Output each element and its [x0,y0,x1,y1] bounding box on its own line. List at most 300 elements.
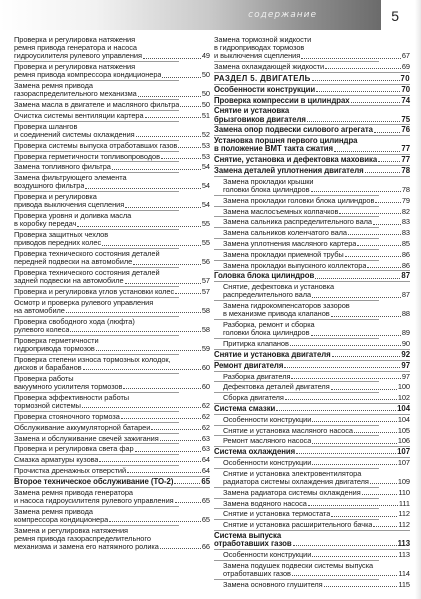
divider [14,99,179,100]
toc-entry[interactable] [14,63,210,79]
dot-leader [378,161,400,162]
divider [14,121,179,122]
dot-leader [77,226,201,227]
toc-entry-title-line: дисков и барабанов [14,364,82,373]
toc-entry[interactable] [214,581,410,589]
toc-entry-page: 76 [401,125,410,135]
toc-entry[interactable] [214,510,410,518]
divider [14,316,179,317]
dot-leader [70,331,200,332]
toc-entry-page: 78 [401,165,410,175]
divider [214,249,379,250]
toc-entry-title-line: Замена основного глушителя [223,580,323,589]
dot-leader [345,256,401,257]
toc-entry[interactable] [214,489,410,497]
toc-entry-title-line: в коробку передач [14,220,77,229]
toc-entry[interactable] [214,126,410,134]
toc-entry[interactable] [214,178,410,194]
divider [14,487,210,488]
toc-entry[interactable] [14,394,210,410]
toc-entry[interactable] [14,435,210,443]
divider [214,281,410,282]
divider [214,154,410,155]
toc-entry-title-line: газораспределительного механизма [14,90,137,99]
dot-leader [324,586,398,587]
toc-entry-title-line: радиатора системы охлаждения двигателя [223,477,369,486]
dot-leader [312,80,400,81]
toc-entry[interactable] [214,302,410,318]
divider [14,422,179,423]
toc-entry-title-line: Замена ремня привода [14,507,93,516]
toc-entry-title-line: тормозной системы [14,402,81,411]
toc-entry-page: 55 [201,219,210,229]
toc-entry-title-line: Проверка стояночного тормоза [14,412,120,421]
dot-leader [109,521,201,522]
toc-entry-page: 63 [201,433,210,443]
divider [214,403,410,404]
toc-entry[interactable] [214,283,410,299]
toc-entry[interactable] [14,413,210,421]
dot-leader [85,188,200,189]
dot-leader [174,483,200,484]
dot-leader [151,429,201,430]
toc-entry-title-line: Сборка двигателя [223,394,284,403]
toc-entry-title-line: Замена ремня привода [14,82,93,91]
divider [214,579,379,580]
toc-entry-page: 53 [201,140,210,150]
toc-entry[interactable] [214,362,410,370]
divider [214,487,379,488]
toc-entry[interactable] [14,123,210,139]
dot-leader [178,147,201,148]
toc-entry[interactable] [214,405,410,413]
toc-entry[interactable] [14,456,210,464]
toc-entry-title-line: Замена радиатора системы охлаждения [223,488,361,497]
toc-entry-title-line: Проверка технического состояния деталей [14,269,160,278]
dot-leader [180,106,201,107]
dot-leader [125,283,201,284]
dot-leader [175,293,201,294]
toc-entry-title-line: Проверка и регулировка [14,193,97,202]
toc-entry-title-line: Второе техническое обслуживание (ТО-2) [14,477,174,486]
toc-entry[interactable] [14,174,210,190]
toc-entry[interactable] [214,383,410,391]
toc-entry[interactable] [14,153,210,161]
toc-entry[interactable] [14,527,210,552]
toc-entry-title-line: Установка поршня первого цилиндра [214,137,358,146]
toc-entry-title-line: Разборка двигателя [223,372,291,381]
toc-entry[interactable] [14,318,210,334]
divider [214,124,410,125]
toc-entry-title-line: РАЗДЕЛ 5. ДВИГАТЕЛЬ [214,75,311,83]
toc-entry-title-line: Замена и регулировка натяжения [14,526,128,535]
toc-entry-title-line: Замена и обслуживание свечей зажигания [14,434,159,443]
toc-entry[interactable] [214,86,410,94]
dot-leader [339,213,401,214]
toc-entry-title-line: Притирка клапанов [223,340,289,349]
toc-entry-page: 62 [201,401,210,411]
toc-entry-page: 74 [401,95,410,105]
divider [214,61,379,62]
divider [214,530,410,531]
divider [214,165,410,166]
divider [214,392,379,393]
dot-leader [82,407,201,408]
toc-entry-page: 59 [201,344,210,354]
toc-entry-title-line: Проверка защитных чехлов [14,231,109,240]
toc-entry-title-line: головки блока цилиндров [223,185,310,194]
dot-leader [66,312,201,313]
dot-leader [357,245,401,246]
toc-entry-page: 107 [397,457,410,467]
dot-leader [370,483,397,484]
toc-entry-title-line: Осмотр и проверка рулевого управления [14,298,154,307]
toc-entry-page: 55 [201,238,210,248]
toc-entry-title-line: Смазка арматуры кузова [14,456,99,465]
toc-entry-title-line: Замена подушек подвески системы выпуска [223,561,374,570]
toc-entry-title-line: Головка блока цилиндров [214,272,315,281]
toc-entry[interactable] [214,459,410,467]
toc-entry[interactable] [214,448,410,456]
dot-leader [160,548,201,549]
toc-entry[interactable] [214,251,410,259]
toc-entry-title-line: распределительного вала [223,291,312,300]
dot-leader [161,158,201,159]
header-title: содержание [248,10,317,20]
toc-entry-title-line: передней подвески на автомобиле [14,258,133,267]
divider [14,506,179,507]
toc-entry-page: 97 [401,371,410,381]
divider [214,95,410,96]
divider [214,206,379,207]
toc-entry-title-line: Замена ремня привода генератора [14,488,133,497]
toc-entry-title-line: на автомобиле [14,307,65,316]
toc-entry[interactable] [214,107,410,123]
toc-entry-page: 78 [401,184,410,194]
toc-entry-page: 54 [201,162,210,172]
toc-entry[interactable] [214,500,410,508]
dot-leader [373,526,397,527]
toc-entry-title-line: Замена прокладки выпускного коллектора [223,261,367,270]
toc-entry-page: 82 [401,206,410,216]
toc-entry-title-line: Система смазки [214,404,276,413]
divider [214,560,379,561]
dot-leader [374,132,400,133]
divider [214,227,379,228]
toc-entry[interactable] [14,142,210,150]
dot-leader [301,58,401,59]
toc-entry-title-line: Замена тормозной жидкости [214,36,312,44]
toc-entry-title-line: Проверка и регулировка натяжения [14,63,136,72]
toc-entry-page: 65 [201,514,210,524]
toc-entry[interactable] [214,262,410,270]
divider [214,446,410,447]
divider [214,105,410,106]
toc-entry[interactable] [14,299,210,315]
toc-entry[interactable] [214,340,410,348]
dot-leader [160,440,201,441]
toc-entry-page: 113 [397,539,410,549]
toc-entry[interactable] [214,416,410,424]
toc-entry-title-line: в механизме привода клапанов [223,310,330,319]
toc-entry-page: 114 [398,568,410,578]
toc-entry-title-line: в гидроприводах тормозов [214,44,305,53]
toc-entry-title-line: отработавших газов [223,569,291,578]
toc-entry-title-line: Обслуживание аккумуляторной батареи [14,423,151,432]
toc-entry[interactable] [14,163,210,171]
toc-entry-title-line: Снятие и установка расширительного бачка [223,521,373,530]
divider [14,191,179,192]
toc-entry-page: 70 [400,74,410,83]
toc-entry[interactable] [214,218,410,226]
dot-leader [136,136,201,137]
toc-entry-page: 64 [201,465,210,475]
toc-entry-title-line: Дефектовка деталей двигателя [223,383,330,392]
toc-entry[interactable] [214,167,410,175]
toc-entry-title-line: и выключения сцепления [214,52,301,61]
toc-entry-title-line: Проверка компрессии в цилиндрах [214,96,350,105]
divider [14,465,179,466]
toc-entry-title-line: механизма и замена его натяжного ролика [14,542,159,551]
toc-entry[interactable] [214,470,410,486]
toc-entry-page: 60 [201,363,210,373]
dot-leader [351,102,401,103]
divider [214,498,379,499]
toc-entry-title-line: Снятие, дефектовка и установка [223,283,335,292]
divider [214,319,379,320]
toc-entry[interactable] [214,208,410,216]
toc-entry-title-line: Снятие и установка [214,107,290,116]
dot-leader [312,556,397,557]
toc-entry[interactable] [214,437,410,445]
toc-entry[interactable] [14,288,210,296]
toc-entry-title-line: Проверка степени износа тормозных колодок, [14,355,171,364]
divider [214,349,410,350]
divider [214,425,379,426]
toc-entry-page: 111 [398,498,410,508]
divider [214,176,410,177]
toc-entry[interactable] [214,532,410,548]
dot-leader [293,545,397,546]
toc-entry-page: 87 [401,290,410,300]
toc-entry-title-line: Замена уплотнения масляного картера [223,239,357,248]
toc-entry[interactable] [14,36,210,61]
toc-entry[interactable] [14,231,210,247]
divider [14,229,179,230]
toc-entry[interactable] [214,97,410,105]
toc-entry[interactable] [214,521,410,529]
dot-leader [312,443,397,444]
dot-leader [296,453,396,454]
toc-entry-page: 109 [397,476,410,486]
toc-entry-title-line: отработавших газов [214,540,292,549]
toc-entry[interactable] [214,36,410,61]
toc-right-column [214,36,410,590]
toc-entry-title-line: в положение ВМТ такта сжатия [214,145,334,154]
toc-entry[interactable] [214,427,410,435]
dot-leader [133,264,201,265]
toc-entry[interactable] [214,351,410,359]
toc-entry-page: 77 [401,155,410,165]
toc-entry-page: 54 [201,200,210,210]
dot-leader [292,575,397,576]
divider [214,260,379,261]
toc-entry-page: 67 [401,51,410,61]
toc-entry-title-line: Замена водяного насоса [223,499,307,508]
dot-leader [83,369,201,370]
dot-leader [143,58,201,59]
divider [14,433,179,434]
toc-entry-title-line: Проверка технического состояния деталей [14,250,160,259]
divider [214,270,410,271]
toc-entry[interactable] [14,82,210,98]
dot-leader [312,464,396,465]
toc-entry[interactable] [14,337,210,353]
dot-leader [316,91,400,92]
toc-entry-page: 86 [401,260,410,270]
toc-entry-title-line: Замена сальников коленчатого вала [223,229,347,238]
toc-entry-title-line: Снятие и установка электровентилятора [223,469,362,478]
dot-leader [332,356,401,357]
toc-entry[interactable] [214,551,410,559]
toc-entry[interactable] [214,373,410,381]
dot-leader [375,202,401,203]
toc-entry-page: 50 [201,100,210,110]
divider [14,392,179,393]
toc-entry[interactable] [14,424,210,432]
divider [214,195,379,196]
toc-entry-title-line: и насоса гидроусилителя рулевого управления [14,496,174,505]
toc-entry-title-line: Проверка и регулировка углов установки колес [14,288,175,297]
toc-entry-page: 87 [401,271,410,281]
divider [214,435,379,436]
toc-entry-page: 92 [401,349,410,359]
toc-entry-title-line: привода выключения сцепления [14,201,125,210]
divider [14,354,179,355]
dot-leader [348,234,401,235]
toc-entry[interactable] [214,63,410,71]
toc-entry-title-line: компрессора кондиционера [14,515,109,524]
dot-leader [307,121,401,122]
toc-left-column [14,36,210,552]
toc-entry[interactable] [14,375,210,391]
toc-entry-title-line: ремня привода генератора и насоса [14,44,137,53]
toc-entry-title-line: Особенности конструкции [223,550,312,559]
dot-leader [175,502,201,503]
toc-entry[interactable] [214,229,410,237]
toc-entry-title-line: Проверка уровня и доливка масла [14,212,132,221]
toc-entry[interactable] [14,193,210,209]
dot-leader [312,297,401,298]
dot-leader [127,472,201,473]
toc-entry-page: 65 [201,476,210,486]
toc-entry[interactable] [214,156,410,164]
divider [14,476,210,477]
toc-entry[interactable] [14,489,210,505]
toc-entry-title-line: рулевого колеса [14,326,70,335]
divider [214,72,410,73]
dot-leader [138,96,201,97]
toc-entry[interactable] [14,356,210,372]
divider [14,443,179,444]
toc-entry-title-line: ремня привода компрессора кондиционера [14,71,162,80]
toc-entry[interactable] [14,467,210,475]
dot-leader [373,224,401,225]
toc-entry-page: 85 [401,238,410,248]
dot-leader [367,267,400,268]
toc-entry[interactable] [214,562,410,578]
toc-entry-page: 49 [201,51,210,61]
toc-entry[interactable] [14,212,210,228]
dot-leader [312,421,396,422]
toc-entry[interactable] [214,75,410,83]
toc-entry[interactable] [214,272,410,280]
toc-entry-title-line: задней подвески на автомобиле [14,277,124,286]
toc-entry-title-line: Замена масла в двигателе и масляного фильтра [14,101,180,110]
toc-entry-title-line: Замена прокладки головки блока цилиндров [223,196,375,205]
toc-entry-title-line: Система выпуска [214,531,282,540]
toc-entry-page: 57 [201,276,210,286]
toc-entry-page: 90 [401,339,410,349]
toc-entry[interactable] [214,137,410,153]
toc-entry-page: 58 [201,325,210,335]
toc-entry[interactable] [14,445,210,453]
toc-entry-title-line: Замена прокладки приемной трубы [223,250,344,259]
divider [214,549,410,550]
toc-entry[interactable] [14,101,210,109]
toc-entry-page: 100 [397,382,410,392]
toc-entry[interactable] [214,321,410,337]
toc-entry-page: 113 [398,549,410,559]
divider [14,140,179,141]
toc-entry-page: 89 [401,328,410,338]
divider [214,338,379,339]
toc-entry[interactable] [214,394,410,402]
divider [214,468,379,469]
dot-leader [135,451,201,452]
toc-entry[interactable] [14,269,210,285]
toc-entry-title-line: Снятие и установка термостата [223,510,331,519]
dot-leader [102,245,201,246]
toc-entry[interactable] [14,478,210,486]
dot-leader [284,367,400,368]
toc-entry[interactable] [14,250,210,266]
toc-entry-page: 63 [201,444,210,454]
toc-entry[interactable] [14,508,210,524]
divider [14,286,179,287]
toc-entry[interactable] [214,240,410,248]
toc-entry-page: 64 [201,455,210,465]
divider [214,84,410,85]
divider [214,300,379,301]
toc-entry-page: 70 [401,84,410,94]
toc-entry-page: 115 [398,579,410,589]
dot-leader [315,278,400,279]
divider [14,61,179,62]
toc-entry-title-line: Замена маслосъемных колпачков [223,207,339,216]
dot-leader [162,77,200,78]
toc-entry-page: 79 [401,195,410,205]
toc-entry[interactable] [14,112,210,120]
divider [214,360,410,361]
toc-entry-title-line: Проверка и регулировка света фар [14,445,134,454]
dot-leader [331,516,397,517]
toc-entry-page: 69 [401,62,410,72]
toc-entry[interactable] [214,197,410,205]
dot-leader [325,68,401,69]
toc-entry-page: 104 [397,414,410,424]
toc-entry-title-line: Особенности конструкции [223,458,312,467]
